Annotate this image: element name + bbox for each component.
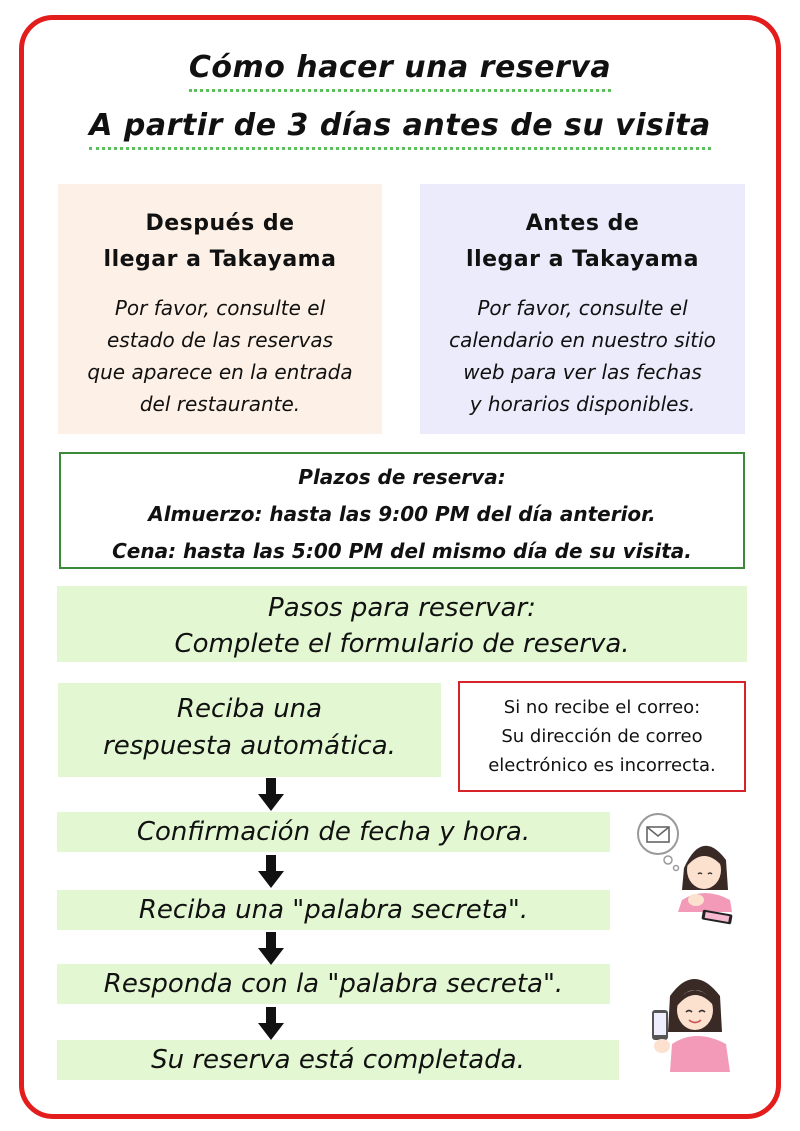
steps-heading-box (57, 586, 747, 662)
before-arrival-box (420, 184, 745, 434)
step-reservation-complete: Su reserva está completada. (57, 1040, 619, 1080)
step-confirm-date-time: Confirmación de fecha y hora. (57, 812, 610, 852)
email-not-received-note: Si no recibe el correo: Su dirección de correo electrónico es incorrecta. (458, 681, 746, 792)
down-arrow-icon (258, 778, 284, 812)
dinner-deadline: Cena: hasta las 5:00 PM del mismo día de su visita. (112, 539, 692, 563)
page-title: Cómo hacer una reserva (0, 50, 800, 92)
down-arrow-icon (258, 855, 284, 889)
reservation-deadlines-box (59, 452, 745, 569)
lunch-deadline: Almuerzo: hasta las 9:00 PM del día anterior. (148, 502, 656, 526)
before-arrival-body: Por favor, consulte el calendario en nuestro sitio web para ver las fechas y horarios disponibles. (449, 296, 716, 416)
page-subtitle: A partir de 3 días antes de su visita (0, 108, 800, 150)
steps-heading: Pasos para reservar: (268, 593, 536, 623)
after-arrival-body: Por favor, consulte el estado de las reservas que aparece en la entrada del restaurante. (87, 296, 353, 416)
step-reply-secret-word: Responda con la "palabra secreta". (57, 964, 610, 1004)
after-arrival-box (58, 184, 382, 434)
step-complete-form: Complete el formulario de reserva. (174, 629, 630, 659)
after-arrival-heading: Después de llegar a Takayama (103, 211, 337, 272)
woman-with-phone-illustration (632, 808, 742, 930)
down-arrow-icon (258, 932, 284, 966)
woman-holding-phone-illustration (648, 966, 740, 1074)
down-arrow-icon (258, 1007, 284, 1041)
step-receive-secret-word: Reciba una "palabra secreta". (57, 890, 610, 930)
before-arrival-heading: Antes de llegar a Takayama (466, 211, 699, 272)
step-auto-reply: Reciba una respuesta automática. (58, 683, 441, 777)
deadlines-heading: Plazos de reserva: (298, 465, 506, 489)
